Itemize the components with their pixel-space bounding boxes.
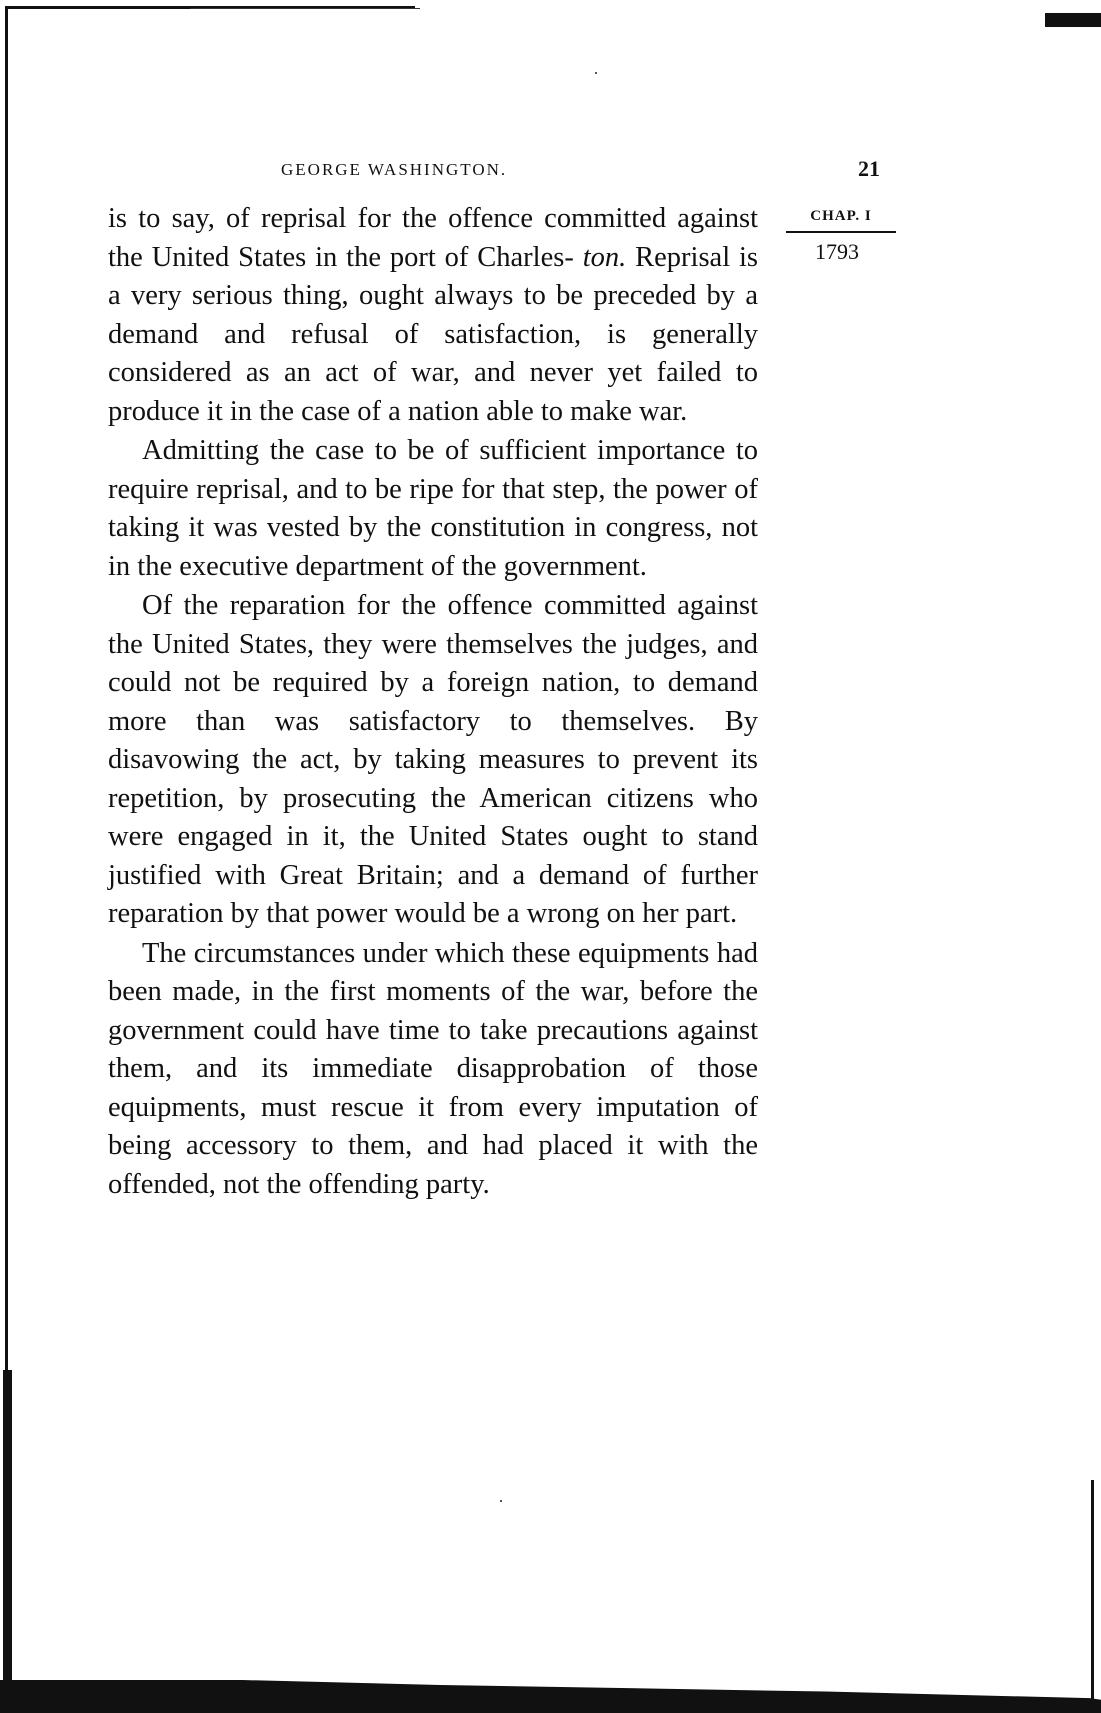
paragraph-continuation: is to say, of reprisal for the offence committed against the United States in the port of Charles- ton. Reprisal is a very serious thing, ought always to be preceded by a demand and refusal of satisfaction, is generally considered as an act of war, and never yet failed to produce it in the case of a nation able to make war. (108, 203, 758, 427)
paragraph: Admitting the case to be of sufficient importance to require reprisal, and to be ripe for that step, the power of taking it was vested by the constitution in congress, not in the executive department of the government. (108, 435, 758, 582)
scan-bottom-edge (0, 1680, 1101, 1713)
scan-left-shadow (3, 1370, 12, 1700)
body-text (108, 200, 758, 1205)
italic-text: ton. (582, 241, 627, 273)
running-head (0, 156, 1101, 190)
paragraph: The circumstances under which these equipments had been made, in the first moments of the war, before the government could have time to take precautions against them, and its immediate disapprobation of those equipments, must rescue it from every imputation of being accessory to them, and had placed it with the offended, not the offending party. (108, 937, 758, 1200)
scan-speck (500, 1500, 502, 1502)
scan-right-edge (1091, 1480, 1094, 1705)
margin-chapter-label: CHAP. I (786, 208, 896, 233)
margin-note (786, 208, 896, 265)
margin-year-label: 1793 (815, 239, 859, 264)
scan-speck (595, 72, 597, 74)
scan-top-border-thin (190, 8, 420, 9)
paragraph: Of the reparation for the offence committed against the United States, they were themselves the judges, and could not be required by a foreign nation, to demand more than was satisfactory to themselves. By disavowing the act, by taking measures to prevent its repetition, by prosecuting the American citizens who were engaged in it, the United States ought to stand justified with Great Britain; and a demand of further reparation by that power would be a wrong on her part. (108, 590, 758, 929)
page-number: 21 (858, 156, 880, 181)
scan-right-tab (1045, 13, 1101, 27)
running-title: GEORGE WASHINGTON. (281, 160, 508, 179)
